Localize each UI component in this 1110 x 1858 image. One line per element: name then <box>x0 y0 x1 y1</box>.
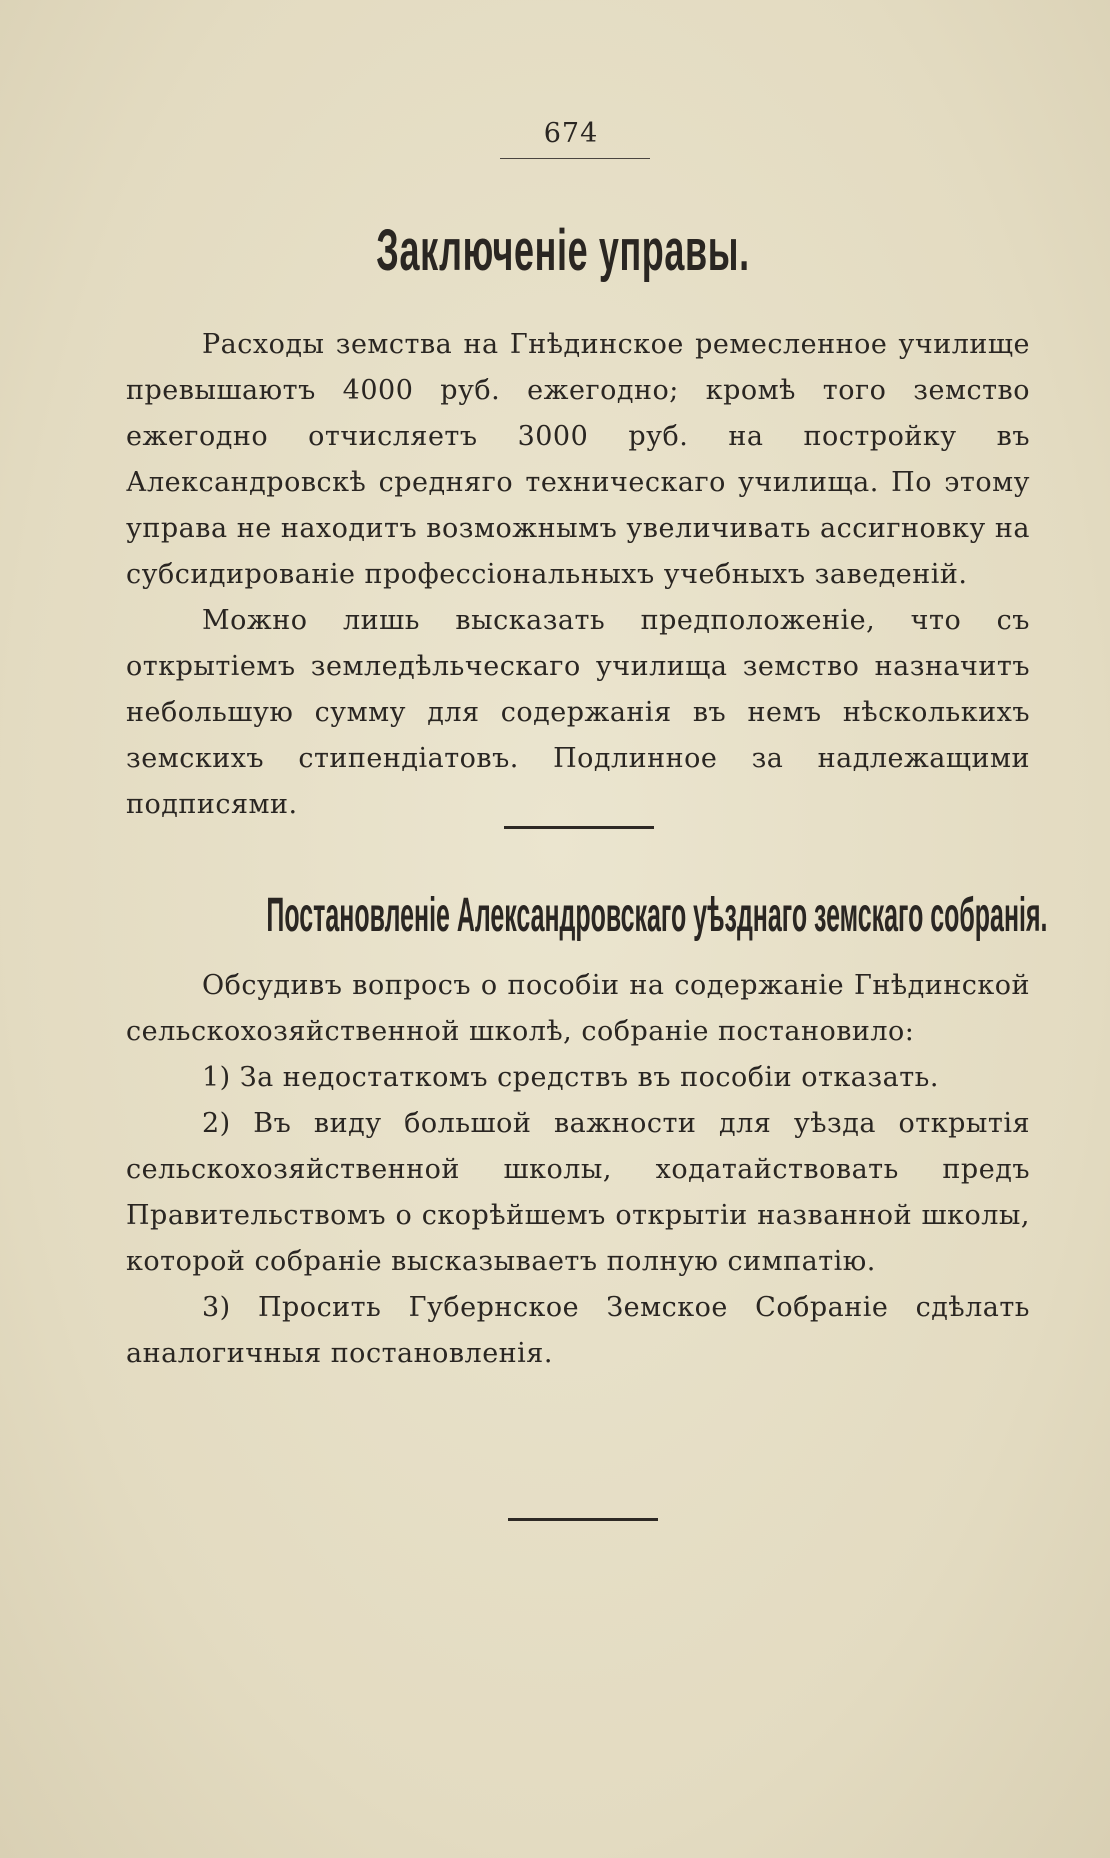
page-number: 674 <box>543 118 599 149</box>
section-1-body <box>126 322 1030 828</box>
paragraph: 1) За недостаткомъ средствъ въ пособіи отказать. <box>202 1062 939 1093</box>
page-number-rule <box>500 158 650 159</box>
end-divider <box>508 1518 658 1521</box>
section-2-heading: Постановленіе Александровскаго уѣзднаго земскаго собранія. <box>266 889 1048 942</box>
paragraph: Обсудивъ вопросъ о пособіи на содержаніе Гнѣдинской сельскохозяйственной школѣ, собраніе постановило: <box>126 970 1030 1047</box>
paragraph: 2) Въ виду большой важности для уѣзда открытія сельскохозяйственной школы, ходатайствовать предъ Правительствомъ о скорѣйшемъ открытіи названной школы, которой собраніе высказываетъ полную симпатію. <box>126 1108 1030 1277</box>
section-divider <box>504 826 654 829</box>
section-1-heading: Заключеніе управы. <box>376 218 750 283</box>
paragraph: Расходы земства на Гнѣдинское ремесленное училище превышаютъ 4000 руб. ежегодно; кромѣ того земство ежегодно отчисляетъ 3000 руб. на постройку въ Александровскѣ средняго техническаго училища. По этому управа не находитъ возможнымъ увеличивать ассигновку на субсидированіе профессіональныхъ учебныхъ заведеній. <box>126 329 1030 590</box>
section-2-body <box>126 963 1030 1377</box>
paragraph: Можно лишь высказать предположеніе, что съ открытіемъ земледѣльческаго училища земство назначитъ небольшую сумму для содержанія въ немъ нѣсколькихъ земскихъ стипендіатовъ. Подлинное за надлежащими подписями. <box>126 605 1030 820</box>
paragraph: 3) Просить Губернское Земское Собраніе сдѣлать аналогичныя постановленія. <box>126 1292 1030 1369</box>
